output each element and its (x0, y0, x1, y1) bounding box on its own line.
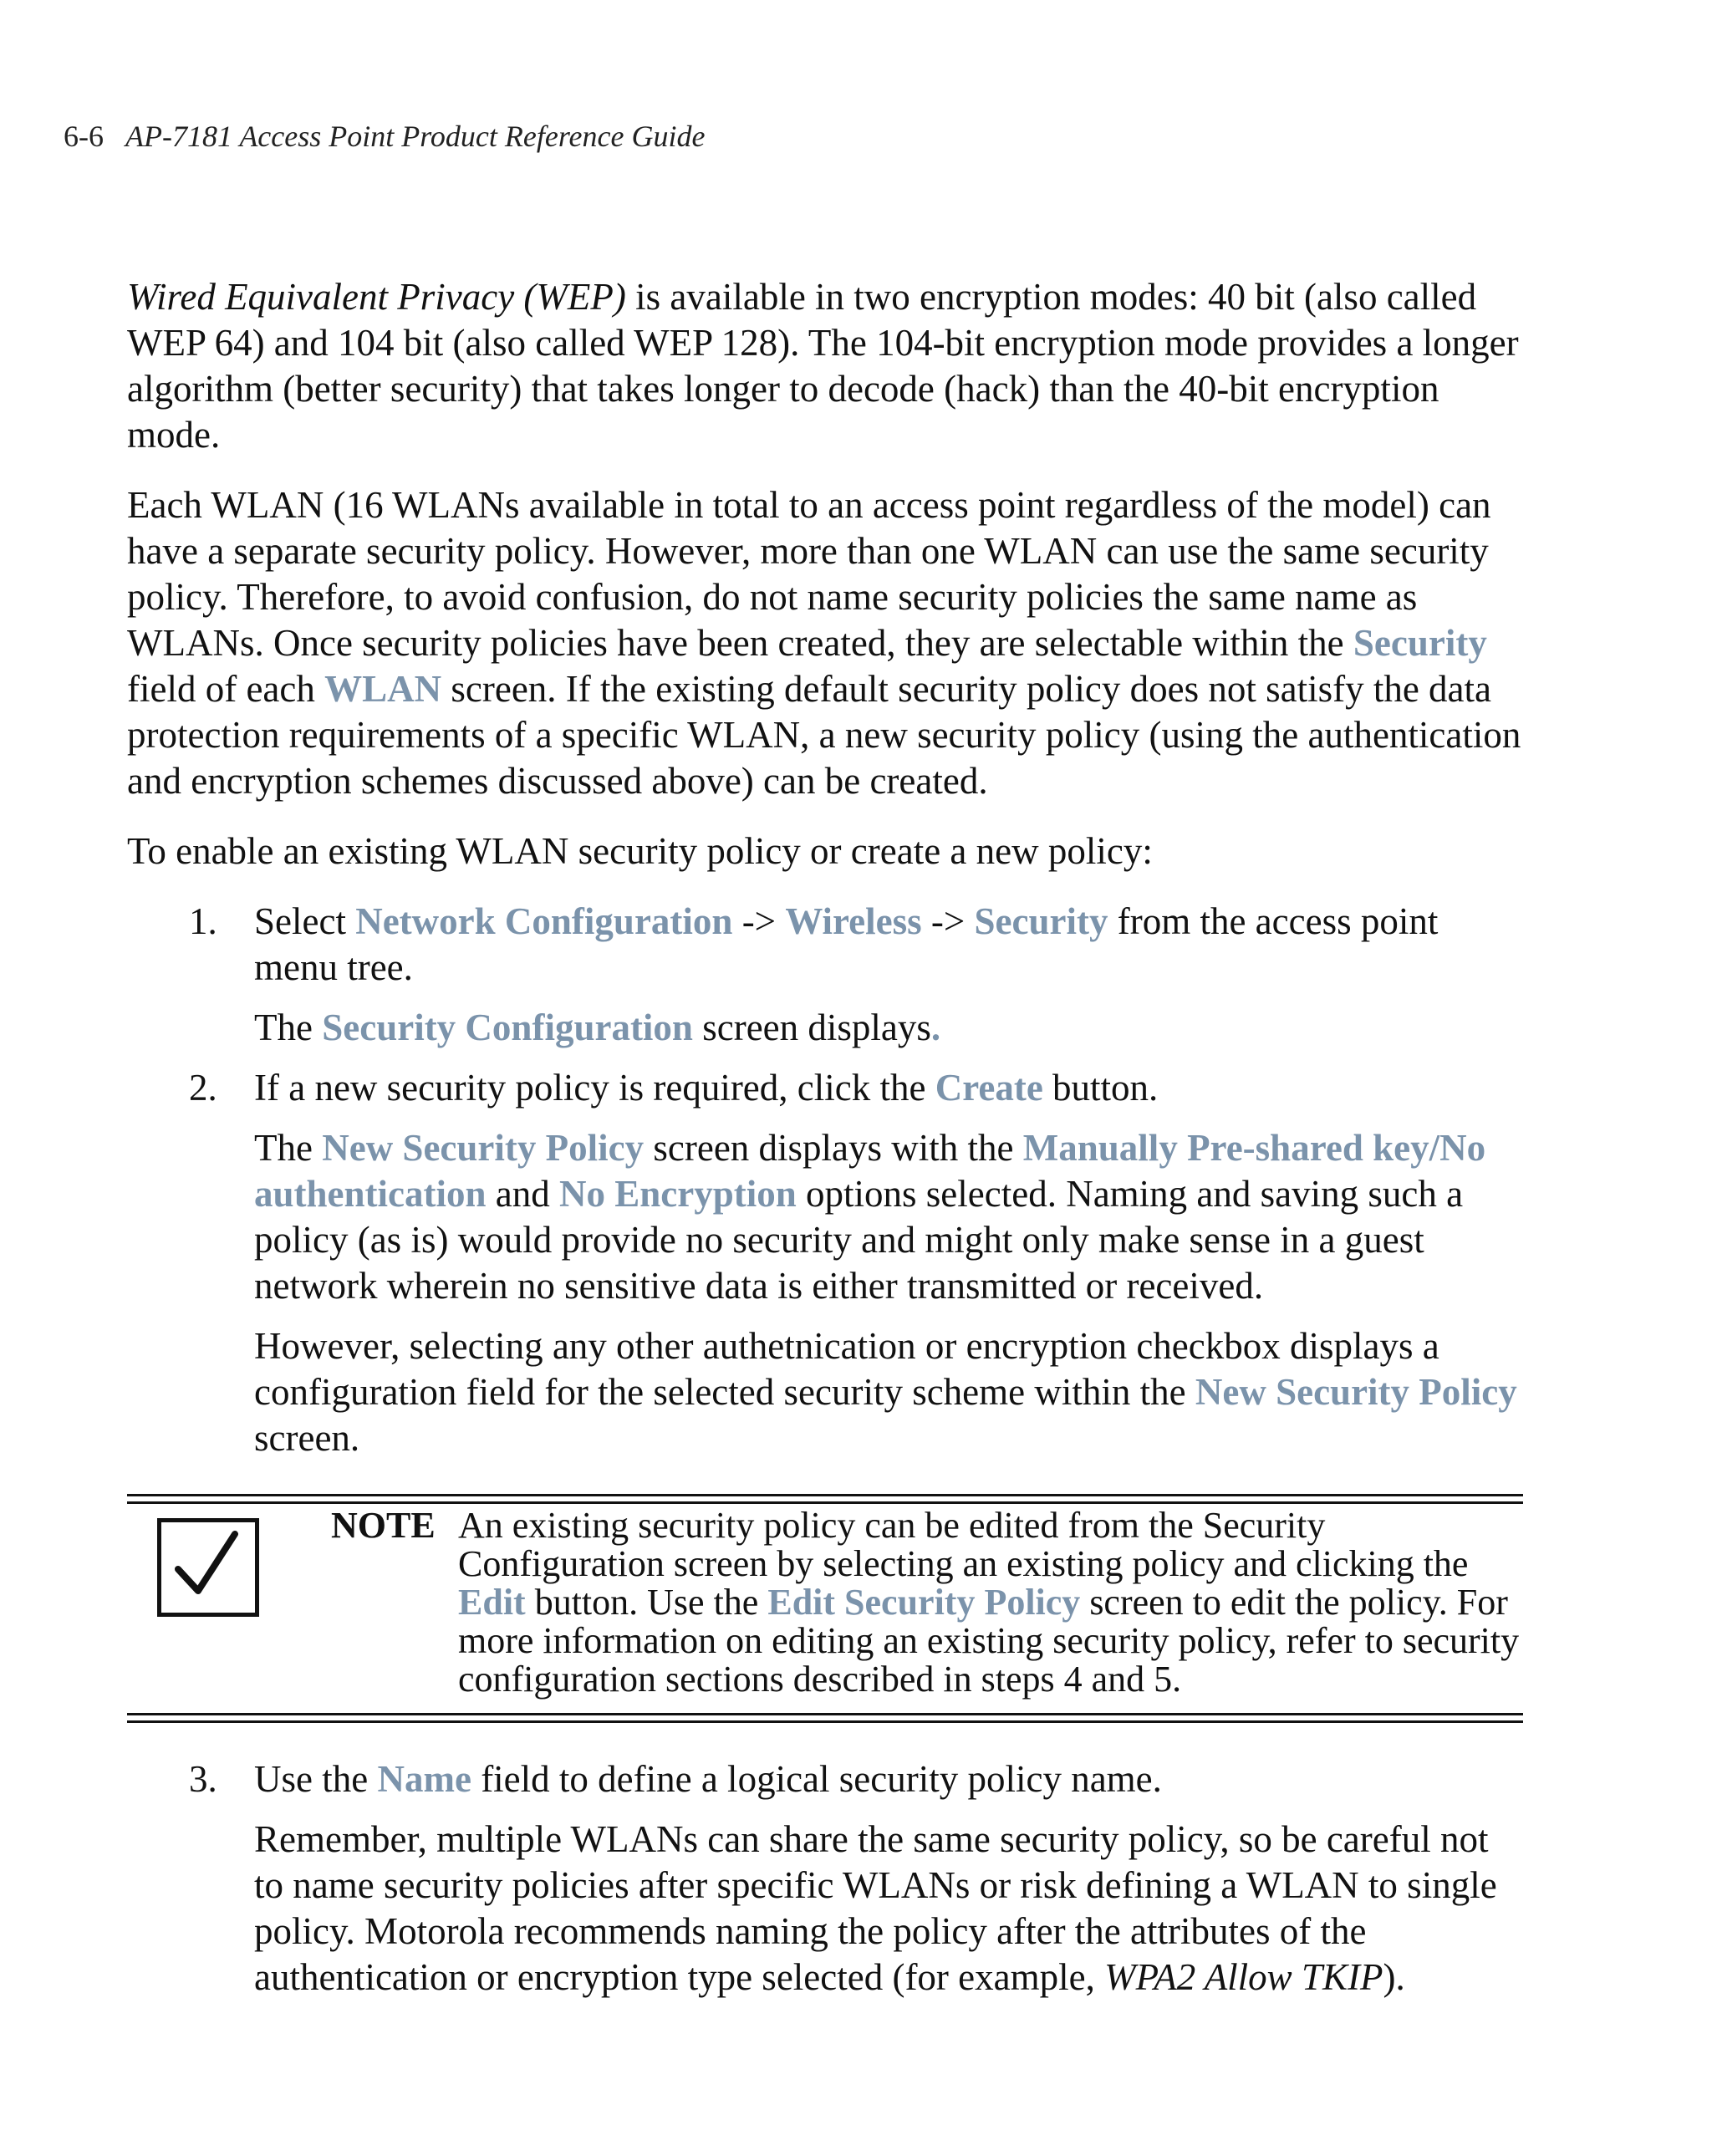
new-security-policy-term-2: New Security Policy (1195, 1371, 1517, 1413)
security-term: Security (974, 900, 1108, 942)
step-3-number: 3. (189, 1758, 217, 1800)
security-configuration-term: Security Configuration (322, 1007, 693, 1048)
edit-term: Edit (458, 1582, 526, 1623)
wlan-link: WLAN (324, 668, 442, 710)
step-2-text: If a new security policy is required, click the Create button. (254, 1067, 1159, 1109)
step-1-number: 1. (189, 900, 217, 942)
step-3-text: Use the Name field to define a logical security policy name. (254, 1758, 1162, 1800)
name-term: Name (377, 1758, 471, 1800)
manually-preshared-term: Manually Pre-shared key/No authentication (254, 1127, 1486, 1215)
step-1-result: The Security Configuration screen displays. (254, 1007, 941, 1048)
edit-security-policy-term: Edit Security Policy (767, 1582, 1081, 1623)
paragraph-intro-steps: To enable an existing WLAN security policy or create a new policy: (127, 830, 1153, 872)
step-2-number: 2. (189, 1067, 217, 1109)
security-link: Security (1353, 622, 1487, 664)
note-label: NOTE (331, 1505, 436, 1546)
example-policy-name: WPA2 Allow TKIP (1104, 1956, 1383, 1998)
network-configuration-term: Network Configuration (355, 900, 733, 942)
new-security-policy-term: New Security Policy (322, 1127, 645, 1169)
create-term: Create (935, 1067, 1043, 1109)
step-1-text: Select Network Configuration -> Wireless -> Security from the access point menu tree. (254, 900, 1439, 988)
page-header (64, 119, 705, 154)
note-top-rule (127, 1494, 1523, 1496)
paragraph-wep: Wired Equivalent Privacy (WEP) is available in two encryption modes: 40 bit (also called WEP 64) and 104 bit (also called WEP 128). The 104-bit encryption mode provides a longer algorithm (better security) that takes longer to decode (hack) than the 40-bit encryption mode. (127, 276, 1519, 456)
note-bottom-rule-2 (127, 1720, 1523, 1723)
note-bottom-rule (127, 1713, 1523, 1715)
note-text: An existing security policy can be edited from the Security Configuration screen by selecting an existing policy and clicking the Edit button. Use the Edit Security Policy screen to edit the policy. For more information on editing an existing security policy, refer to security configuration sections described in steps 4 and 5. (458, 1505, 1520, 1700)
step-2-extra: However, selecting any other authetnication or encryption checkbox displays a configuration field for the selected security scheme within the New Security Policy screen. (254, 1325, 1517, 1459)
wep-term: Wired Equivalent Privacy (WEP) (127, 276, 626, 318)
step-3-result: Remember, multiple WLANs can share the same security policy, so be careful not to name security policies after specific WLANs or risk defining a WLAN to single policy. Motorola recommends naming the policy after the attributes of the authentication or encryption type selected (for example, WPA2 Allow TKIP). (254, 1818, 1497, 1998)
paragraph-wlan-policies: Each WLAN (16 WLANs available in total to an access point regardless of the model) can have a separate security policy. However, more than one WLAN can use the same security policy. Therefore, to avoid confusion, do not name security policies the same name as WLANs. Once security policies have been created, they are selectable within the Security field of each WLAN screen. If the existing default security policy does not satisfy the data protection requirements of a specific WLAN, a new security policy (using the authentication and encryption schemes discussed above) can be created. (127, 484, 1521, 802)
wireless-term: Wireless (785, 900, 922, 942)
step-2-result: The New Security Policy screen displays with the Manually Pre-shared key/No authentication and No Encryption options selected. Naming and saving such a policy (as is) would provide no security and might only make sense in a guest network wherein no sensitive data is either transmitted or received. (254, 1127, 1486, 1307)
page-number: 6-6 (64, 120, 104, 153)
check-icon (157, 1518, 259, 1617)
guide-title: AP-7181 Access Point Product Reference Guide (125, 120, 706, 153)
note-top-rule-2 (127, 1501, 1523, 1504)
no-encryption-term: No Encryption (559, 1173, 797, 1215)
